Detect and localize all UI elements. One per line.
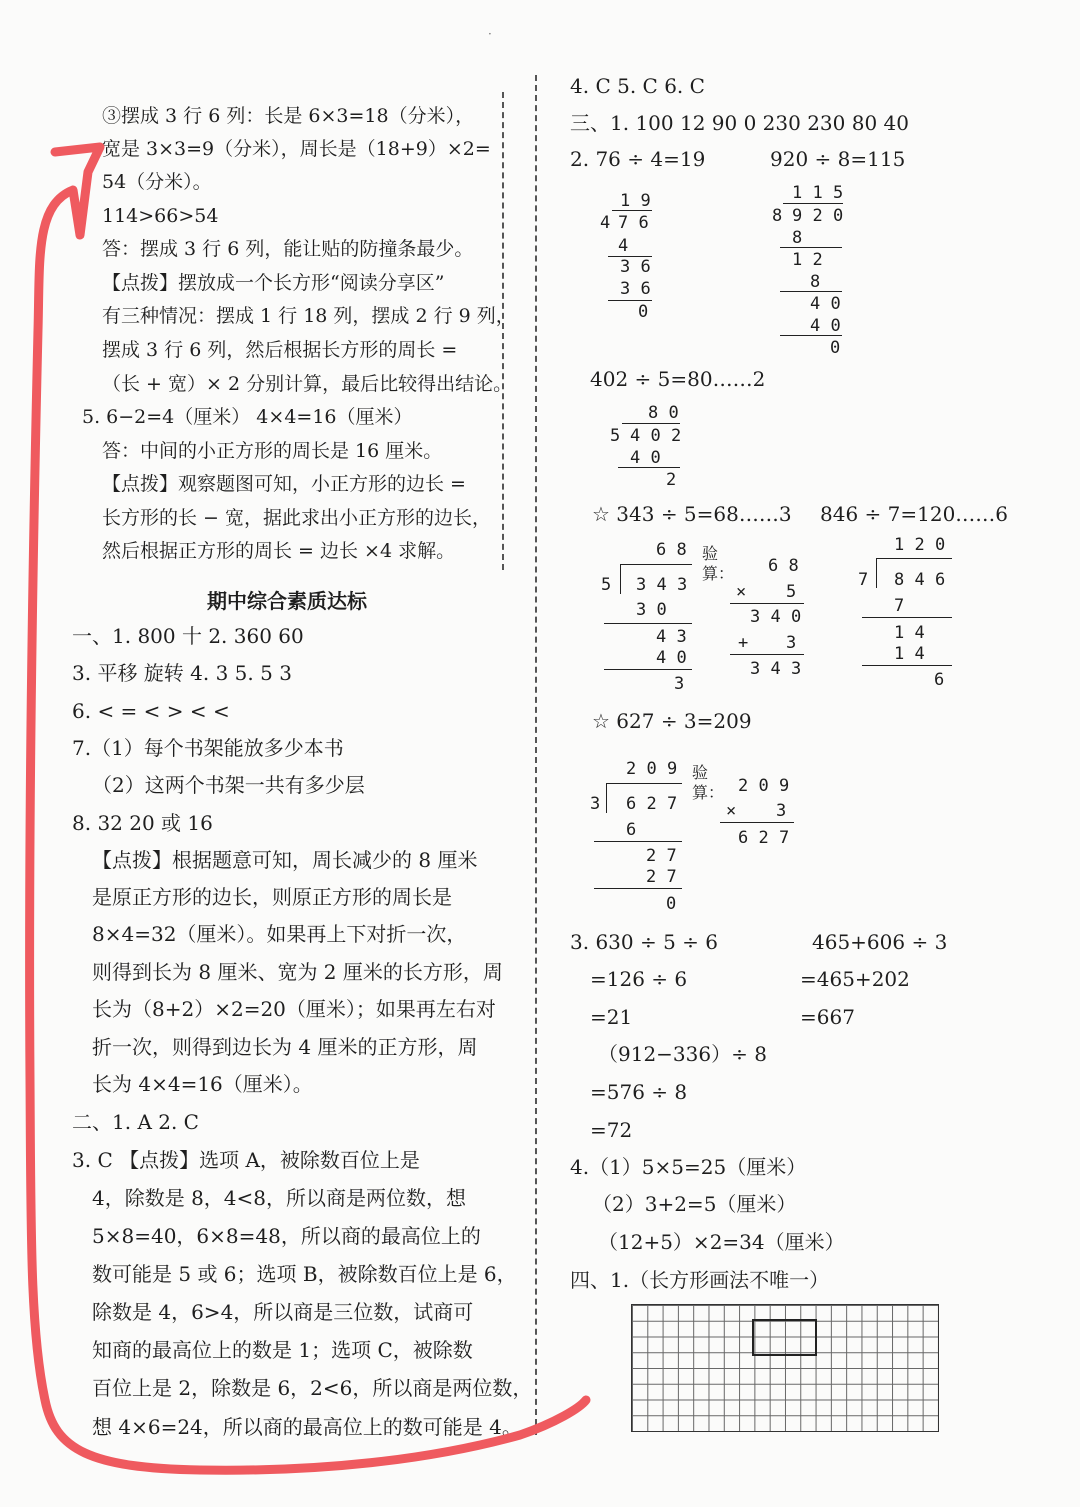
answer-line: 长为 4×4=16（厘米）。 [92,1072,313,1096]
divisor: 8 [772,206,783,226]
step: 6 [626,820,637,840]
step: 1 4 [894,623,925,643]
left-line: （长 + 宽）× 2 分别计算，最后比较得出结论。 [102,373,513,395]
addend: 3 [786,633,797,653]
drawn-rectangle [752,1319,817,1356]
step: 8 [792,228,803,248]
answer-line: 知商的最高位上的数是 1；选项 C，被除数 [92,1338,473,1362]
factor: 5 [786,582,797,602]
calc-line: （912−336）÷ 8 [598,1042,767,1066]
left-line: 摆成 3 行 6 列，然后根据长方形的周长 = [102,339,458,361]
step: 4 0 [810,294,841,314]
division-bracket [606,783,607,813]
answer-line: 二、1. A 2. C [72,1110,199,1134]
answer-line: 除数是 4，6>4，所以商是三位数，试商可 [92,1300,474,1324]
column-divider [535,75,537,1435]
dividend: 4 0 2 [630,426,682,446]
step: 1 2 [792,250,823,270]
answer-line: 7.（1）每个书架能放多少本书 [72,736,344,760]
hint-line: 【点拨】摆放成一个长方形“阅读分享区” [102,272,445,294]
operator: × [726,801,737,821]
answer-line: 百位上是 2，除数是 6，2<6，所以商是两位数， [92,1376,533,1400]
step-line [780,291,842,292]
step: 3 0 [636,600,667,620]
dividend: 9 2 0 [792,206,844,226]
step-line [730,654,804,655]
answer-line: 6. < = < > < < [72,699,230,723]
check-label: 验 算： [702,544,735,583]
step: 2 7 [646,867,677,887]
calc-line: 3. 630 ÷ 5 ÷ 6 [570,930,719,954]
division-bar [876,558,952,559]
left-line: 答：摆成 3 行 6 列，能让贴的防撞条最少。 [102,238,474,260]
step-line [780,247,842,248]
step: 4 0 [656,648,687,668]
answer-line: 想 4×6=24，所以商的最高位上的数可能是 4。 [92,1415,522,1439]
factor: 6 8 [768,556,799,576]
hint-line: 【点拨】根据题意可知，周长减少的 8 厘米 [92,848,478,872]
answer-line: 4，除数是 8，4<8，所以商是两位数，想 [92,1186,467,1210]
quotient: 6 8 [656,540,687,560]
answer-line: 则得到长为 8 厘米、宽为 2 厘米的长方形，周 [92,960,503,984]
answer-line: 5×8=40，6×8=48，所以商的最高位上的 [92,1224,481,1248]
calc-line: =667 [800,1005,855,1029]
step-line [720,822,794,823]
factor: 2 0 9 [738,776,790,796]
step-line [862,617,952,618]
left-line: 然后根据正方形的周长 = 边长 ×4 求解。 [102,540,456,562]
step: 4 3 [656,627,687,647]
left-line: 答：中间的小正方形的周长是 16 厘米。 [102,440,443,462]
quotient: 1 1 5 [792,183,844,203]
dividend: 3 4 3 [636,575,688,595]
division-bar [606,783,682,784]
remainder: 0 [638,302,649,322]
left-line: 长方形的长 − 宽，据此求出小正方形的边长， [102,507,492,529]
step: 7 [894,596,905,616]
remainder: 2 [666,470,677,490]
division-bar [620,564,692,565]
step: 3 6 [620,257,651,277]
step-line [730,603,804,604]
step-line [604,669,692,670]
step-line [862,665,952,666]
answer-line: （12+5）×2=34（厘米） [598,1230,845,1254]
dividend: 8 4 6 [894,570,946,590]
step: 1 4 [894,644,925,664]
divisor: 5 [601,575,612,595]
equation: 846 ÷ 7=120……6 [820,502,1009,526]
calc-line: =21 [590,1005,633,1029]
left-line: 有三种情况：摆成 1 行 18 列，摆成 2 行 9 列， [102,305,515,327]
calc-line: =576 ÷ 8 [590,1080,688,1104]
step-line [608,300,652,301]
step-line [618,467,680,468]
product: 6 2 7 [738,828,790,848]
equation: 920 ÷ 8=115 [770,147,906,171]
dividend: 7 6 [618,213,649,233]
divisor: 4 [600,213,611,233]
answer-line: 数可能是 5 或 6；选项 B，被除数百位上是 6， [92,1262,517,1286]
answer-line: 4. C 5. C 6. C [570,74,705,98]
equation: 402 ÷ 5=80……2 [590,367,766,391]
answer-line: （2）这两个书架一共有多少层 [92,773,365,797]
left-line: 宽是 3×3=9（分米），周长是（18+9）×2= [102,138,491,160]
remainder: 6 [934,670,945,690]
answer-line: 折一次，则得到边长为 4 厘米的正方形，周 [92,1035,478,1059]
answer-line: 是原正方形的边长，则原正方形的周长是 [92,885,452,909]
left-line: ③摆成 3 行 6 列：长是 6×3=18（分米）， [102,105,475,127]
sum: 3 4 3 [750,659,802,679]
step: 4 0 [630,448,661,468]
division-bar [612,210,652,211]
section-title: 期中综合素质达标 [207,589,367,613]
remainder: 3 [674,674,685,694]
left-line: 54（分米）。 [102,171,212,193]
division-bracket [620,564,621,594]
remainder: 0 [666,894,677,914]
factor: 3 [776,801,787,821]
dividend: 6 2 7 [626,794,678,814]
answer-line: 3. 平移 旋转 4. 3 5. 5 3 [72,661,292,685]
divisor: 5 [610,426,621,446]
hint-line: 3. C 【点拨】选项 A，被除数百位上是 [72,1148,420,1172]
left-line: 5. 6−2=4（厘米） 4×4=16（厘米） [82,406,413,428]
product: 3 4 0 [750,607,802,627]
answer-line: 四、1.（长方形画法不唯一） [570,1268,830,1292]
step-line [594,841,682,842]
answer-line: 长为（8+2）×2=20（厘米）；如果再左右对 [92,997,496,1021]
step-line [594,888,682,889]
remainder: 0 [830,338,841,358]
scan-mark: · [488,27,492,41]
quotient: 1 9 [620,191,651,211]
check-label: 验 算： [692,763,725,802]
hint-line: 【点拨】观察题图可知，小正方形的边长 = [102,473,466,495]
calc-line: =465+202 [800,967,910,991]
step: 4 [618,236,629,256]
quotient: 1 2 0 [894,535,946,555]
step-line [780,335,842,336]
answer-line: 8. 32 20 或 16 [72,811,213,835]
answer-line: 一、1. 800 十 2. 360 60 [72,624,304,648]
step-line [604,623,692,624]
calc-line: 465+606 ÷ 3 [812,930,948,954]
answer-line: 三、1. 100 12 90 0 230 230 80 40 [570,111,909,135]
answer-line: 8×4=32（厘米）。如果再上下对折一次， [92,922,467,946]
division-bracket [876,558,877,588]
equation: ☆ 627 ÷ 3=209 [592,709,752,733]
quotient: 8 0 [648,403,679,423]
equation: ☆ 343 ÷ 5=68……3 [592,502,792,526]
division-bar [622,423,680,424]
operator: + [738,633,749,653]
answer-line: （2）3+2=5（厘米） [592,1192,797,1216]
step: 3 6 [620,279,651,299]
divisor: 3 [590,794,601,814]
operator: × [736,582,747,602]
divisor: 7 [858,570,869,590]
step: 4 0 [810,316,841,336]
division-bar [783,203,843,204]
equation: 2. 76 ÷ 4=19 [570,147,706,171]
answer-line: 4.（1）5×5=25（厘米） [570,1155,807,1179]
left-line: 114>66>54 [102,205,219,227]
step: 2 7 [646,846,677,866]
step: 8 [810,272,821,292]
left-box-border [502,92,504,570]
quotient: 2 0 9 [626,759,678,779]
calc-line: =72 [590,1118,633,1142]
calc-line: =126 ÷ 6 [590,967,688,991]
